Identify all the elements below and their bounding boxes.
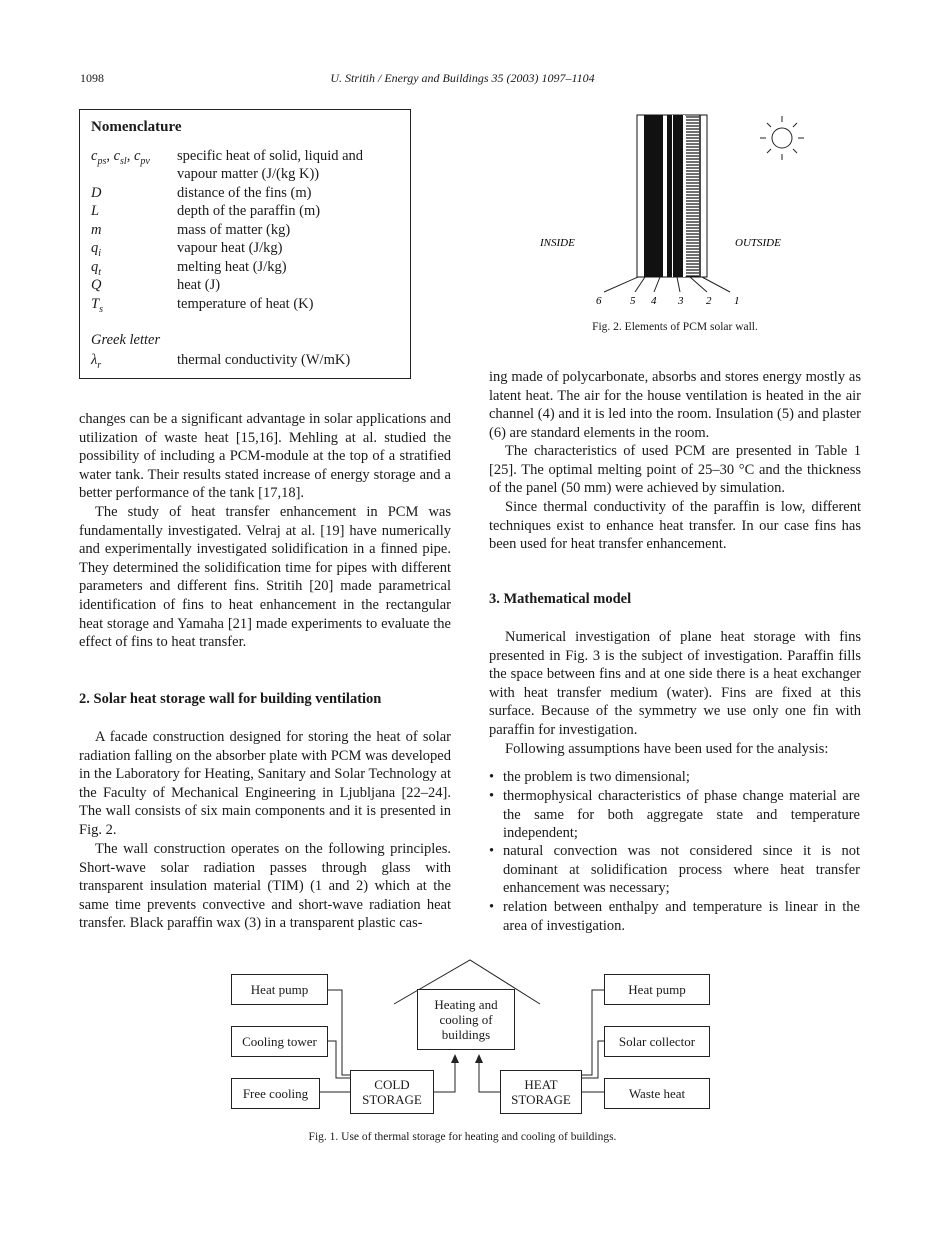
heat-storage-box: HEAT STORAGE: [500, 1070, 582, 1114]
right-source-box: Heat pump: [604, 974, 710, 1005]
right-paragraph-1: ing made of polycarbonate, absorbs and stores energy mostly as latent heat. The air for the house ventilation is heated in the air channel (4) and it is led into the room. Insulation (5) and plaster (6) are standard elements in the room.: [489, 369, 861, 441]
left-paragraph-2: The study of heat transfer enhancement in PCM was fundamentally investigated. Velraj at al. [19] have numerically and experimentally investigated solidification in a finned pipe. They determined the solidification time for pipes with different parameters and different fins. Stritih [20] made parametrical identification of fins to heat enhancement in the rectangular heat storage and Yamaha [21] made experiments to evaluate the effect of fins to heat transfer.: [79, 504, 451, 651]
component-number: 3: [678, 295, 684, 307]
nomenclature-symbol: $T_s$: [91, 296, 103, 315]
nomenclature-definition: vapour heat (J/kg): [177, 240, 283, 256]
fig2-caption: Fig. 2. Elements of PCM solar wall.: [592, 321, 758, 333]
outside-label: OUTSIDE: [735, 237, 781, 249]
section-3-heading: 3. Mathematical model: [489, 591, 632, 607]
nomenclature-symbol: $\lambda_r$: [91, 352, 102, 371]
nomenclature-definition: mass of matter (kg): [177, 222, 291, 238]
component-number: 5: [630, 295, 636, 307]
cold-storage-box: COLD STORAGE: [350, 1070, 434, 1114]
greek-letter-heading: Greek letter: [91, 332, 161, 348]
inside-label: INSIDE: [540, 237, 575, 249]
air-channel-wall: [667, 115, 672, 277]
component-numbers: [596, 295, 740, 307]
insulation-layer: [644, 115, 663, 277]
sun-icon: [760, 116, 804, 160]
nomenclature-symbol: L: [91, 203, 100, 219]
page-number: 1098: [80, 71, 104, 85]
nomenclature-symbol: $q_i$: [91, 240, 102, 259]
nomenclature-definition: temperature of heat (K): [177, 296, 314, 312]
right-paragraph-5: Following assumptions have been used for the analysis:: [505, 741, 829, 757]
left-paragraph-3: A facade construction designed for storing the heat of solar radiation falling on the absorber plate with PCM was developed in the Laboratory for Heating, Sanitary and Solar Technology at the Faculty of Mechanical Engineering in Ljubljana [22–24]. The wall consists of six main components and it is presented in Fig. 2.: [79, 729, 451, 838]
component-number: 1: [734, 295, 740, 307]
nomenclature-definition: vapour matter (J/(kg K)): [177, 166, 320, 182]
bullet-icon: •: [489, 843, 495, 859]
nomenclature-symbol: D: [91, 185, 102, 201]
nomenclature-box: [79, 109, 411, 379]
nomenclature-symbol: $c_{ps}$, $c_{sl}$, $c_{pv}$: [91, 148, 150, 167]
arrow-heads: [451, 1054, 483, 1063]
left-source-box: Heat pump: [231, 974, 328, 1005]
right-paragraph-3: Since thermal conductivity of the paraffin is low, different techniques exist to enhance heat transfer. In our case fins has been used for heat transfer enhancement.: [489, 499, 861, 553]
left-paragraph-1: changes can be a significant advantage in solar applications and utilization of waste heat [15,16]. Mehling at al. studied the possibility of including a PCM-module at the top of a stratified water tank. Their results stated increase of energy storage and a better performance of the tank [17,18].: [79, 411, 451, 502]
section-2-heading: 2. Solar heat storage wall for building ventilation: [79, 691, 382, 707]
bullet-icon: •: [489, 788, 495, 804]
paraffin-layer: [673, 115, 683, 277]
nomenclature-title: Nomenclature: [91, 119, 182, 135]
right-paragraph-2: The characteristics of used PCM are presented in Table 1 [25]. The optimal melting point of 25–30 °C and the thickness of the panel (50 mm) were achieved by simulation.: [489, 443, 861, 497]
pcm-solar-wall-diagram: [530, 105, 830, 310]
right-paragraph-4: Numerical investigation of plane heat storage with fins presented in Fig. 3 is the subject of investigation. Paraffin fills the space between fins and at one side there is a heat exchanger with heat transfer medium (water). Fins are fixed at this surface. Because of the symmetry we use only one fin with paraffin for investigation.: [489, 629, 861, 738]
component-number: 6: [596, 295, 602, 307]
bullet-icon: •: [489, 899, 495, 915]
nomenclature-symbol: Q: [91, 277, 102, 293]
component-number: 4: [651, 295, 657, 307]
bullet-icon: •: [489, 769, 495, 785]
nomenclature-definition: melting heat (J/kg): [177, 259, 287, 275]
left-source-box: Free cooling: [231, 1078, 320, 1109]
right-source-box: Solar collector: [604, 1026, 710, 1057]
nomenclature-definition: specific heat of solid, liquid and: [177, 148, 364, 164]
component-number: 2: [706, 295, 712, 307]
running-header: U. Stritih / Energy and Buildings 35 (2003) 1097–1104: [330, 71, 595, 85]
nomenclature-definition: distance of the fins (m): [177, 185, 312, 201]
nomenclature-symbol: $q_t$: [91, 259, 102, 278]
left-paragraph-4: The wall construction operates on the following principles. Short-wave solar radiation passes through glass with transparent insulation material (TIM) (1 and 2) which at the same time prevents convective and short-wave radiation heat transfer. Black paraffin wax (3) in a transparent plastic cas-: [79, 841, 451, 932]
left-source-box: Cooling tower: [231, 1026, 328, 1057]
nomenclature-definition: depth of the paraffin (m): [177, 203, 321, 219]
fig1-caption: Fig. 1. Use of thermal storage for heating and cooling of buildings.: [308, 1131, 617, 1143]
heating-cooling-buildings-box: Heating and cooling of buildings: [417, 989, 515, 1050]
component-arrows: [604, 277, 730, 292]
nomenclature-definition: heat (J): [177, 277, 221, 293]
nomenclature-definition: thermal conductivity (W/mK): [177, 352, 351, 368]
right-source-box: Waste heat: [604, 1078, 710, 1109]
nomenclature-symbol: m: [91, 222, 102, 238]
